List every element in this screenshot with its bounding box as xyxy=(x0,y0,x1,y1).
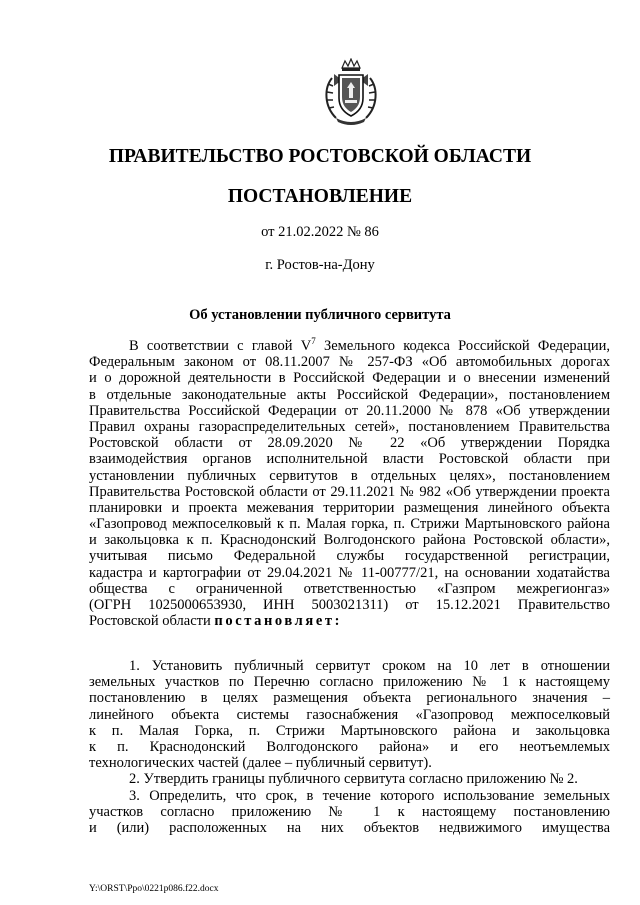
item-3-line: и (или) расположенных на них объектов недвижимого имущества xyxy=(89,819,610,836)
preamble-line: Правительства Российской Федерации от 20.11.2000 № 878 «Об утверждении xyxy=(89,402,610,419)
preamble-line: и о дорожной деятельности в Российской Федерации и о внесении изменений xyxy=(89,370,610,387)
item-1-line: земельных участков по Перечню согласно приложению № 1 к настоящему xyxy=(89,674,610,691)
item-3-line: участков согласно приложению № 1 к настоящему постановлению xyxy=(89,803,610,820)
resolves-word: постановляет: xyxy=(214,613,343,630)
item-1-line: к п. Краснодонский Волгодонского района» и его неотъемлемых xyxy=(89,738,610,755)
preamble-line: Федеральным законом от 08.11.2007 № 257-ФЗ «Об автомобильных дорогах xyxy=(89,354,610,371)
preamble-line: в отдельные законодательные акты Российской Федерации», постановлением xyxy=(89,386,610,403)
item-1-line: постановлению в целях размещения объекта регионального значения – xyxy=(89,690,610,707)
document-subject: Об установлении публичного сервитута xyxy=(189,307,451,323)
rostov-oblast-coat-of-arms-icon xyxy=(318,58,384,128)
items-section xyxy=(89,658,610,836)
item-3-line: 3. Определить, что срок, в течение которого использование земельных xyxy=(129,787,610,804)
preamble-line: Ростовской области от 28.09.2020 № 22 «Об утверждении Порядка xyxy=(89,435,610,452)
preamble-line: Правил охраны газораспределительных сетей», постановлением Правительства xyxy=(89,418,610,435)
preamble-line: и закольцовка к п. Краснодонский Волгодонского района Ростовской области», xyxy=(89,532,610,549)
file-path-footer: Y:\ORST\Ppo\0221p086.f22.docx xyxy=(89,884,219,894)
preamble-line: установлении публичных сервитутов в отдельных целях», постановлением xyxy=(89,467,610,484)
item-2-line: 2. Утвердить границы публичного сервитута согласно приложению № 2. xyxy=(129,771,578,788)
item-1-line: линейного объекта системы газоснабжения «Газопровод межпоселковый xyxy=(89,706,610,723)
item-1-line: 1. Установить публичный сервитут сроком на 10 лет в отношении xyxy=(129,658,610,674)
preamble-line: В соответствии с главой $V^7$ Земельного кодекса Российской Федерации, xyxy=(129,336,610,354)
preamble-line: «Газопровод межпоселковый к п. Малая горка, п. Стрижи Мартыновского района xyxy=(89,516,610,533)
city: г. Ростов-на-Дону xyxy=(265,257,375,273)
preamble-line: взаимодействия органов исполнительной власти Ростовской области при xyxy=(89,451,610,468)
preamble-line: Ростовской области постановляет: xyxy=(89,613,343,630)
preamble-paragraph xyxy=(89,338,610,629)
government-heading: ПРАВИТЕЛЬСТВО РОСТОВСКОЙ ОБЛАСТИ xyxy=(108,146,532,167)
item-1-line: к п. Малая Горка, п. Стрижи Мартыновского района и закольцовка xyxy=(89,722,610,739)
preamble-line: Правительства Ростовской области от 29.11.2021 № 982 «Об утверждении проекта xyxy=(89,483,610,500)
preamble-line: кадастра и картографии от 29.04.2021 № 11-00777/21, на основании ходатайства xyxy=(89,564,610,581)
item-1-line: технологических частей (далее – публичный сервитут). xyxy=(89,755,432,772)
date-number: от 21.02.2022 № 86 xyxy=(261,224,379,240)
preamble-line: (ОГРН 1025000653930, ИНН 5003021311) от 15.12.2021 Правительство xyxy=(89,597,610,613)
preamble-line: учитывая письмо Федеральной службы государственной регистрации, xyxy=(89,548,610,565)
document-type-heading: ПОСТАНОВЛЕНИЕ xyxy=(227,186,413,207)
preamble-line: планировки и проекта межевания территории размещения линейного объекта xyxy=(89,499,610,516)
preamble-line: общества с ограниченной ответственностью «Газпром межрегионгаз» xyxy=(89,580,610,597)
